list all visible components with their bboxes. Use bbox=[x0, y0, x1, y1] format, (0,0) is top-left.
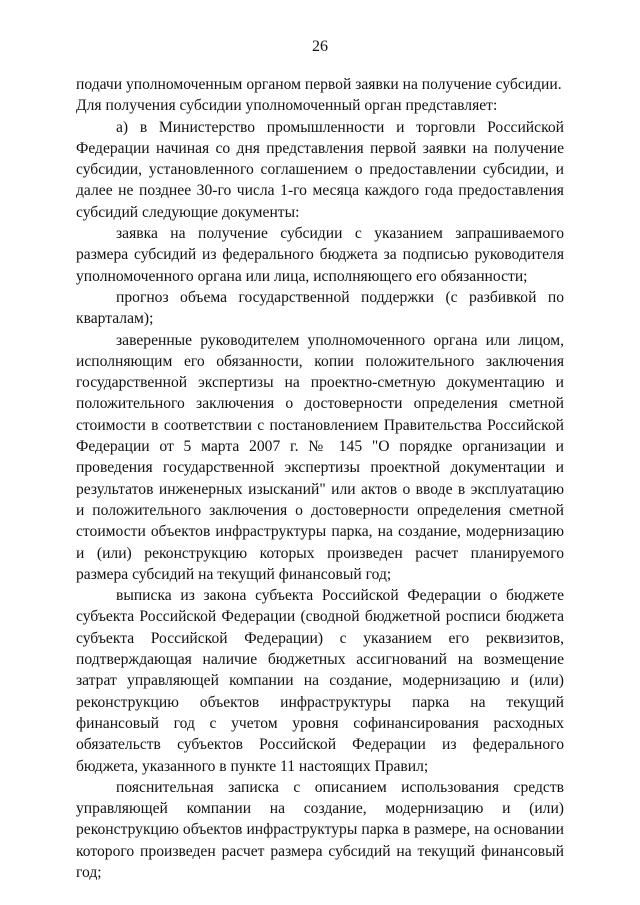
paragraph: подачи уполномоченным органом первой заявки на получение субсидии. bbox=[76, 76, 562, 93]
paragraph: заявка на получение субсидии с указанием запрашиваемого размера субсидий из федерального бюджета за подписью руководителя уполномоченного органа или лица, исполняющего его обязанности; bbox=[76, 225, 564, 285]
paragraph: а) в Министерство промышленности и торговли Российской Федерации начиная со дня представления первой заявки на получение субсидии, установленного соглашением о предоставлении субсидии, и далее не позднее 30-го числа 1-го месяца каждого года предоставления субсидий следующие документы: bbox=[76, 118, 564, 221]
paragraph: Для получения субсидии уполномоченный орган представляет: bbox=[76, 97, 498, 115]
paragraph: прогноз объема государственной поддержки (с разбивкой по кварталам); bbox=[76, 288, 564, 328]
document-body bbox=[76, 74, 564, 883]
page-number: 26 bbox=[312, 38, 328, 55]
paragraph: заверенные руководителем уполномоченного органа или лицом, исполняющим его обязанности, копии положительного заключения государственной экспертизы на проектно-сметную документацию и положительного заключения о достоверности определения сметной стоимости в соответствии с постановлением Правительства Российской Федерации от 5 марта 2007 г. № 145 "О порядке организации и проведения государственной экспертизы проектной документации и результатов инженерных изысканий" или актов о вводе в эксплуатацию и положительного заключения о достоверности определения сметной стоимости объектов инфраструктуры парка, на создание, модернизацию и (или) реконструкцию которых произведен расчет планируемого размера субсидий на текущий финансовый год; bbox=[76, 331, 564, 583]
paragraph: выписка из закона субъекта Российской Федерации о бюджете субъекта Российской Федерации (сводной бюджетной росписи бюджета субъекта Российской Федерации) с указанием его реквизитов, подтверждающая наличие бюджетных ассигнований на возмещение затрат управляющей компании на создание, модернизацию и (или) реконструкцию объектов инфраструктуры парка на текущий финансовый год с учетом уровня софинансирования расходных обязательств субъектов Российской Федерации из федерального бюджета, указанного в пункте 11 настоящих Правил; bbox=[76, 587, 564, 775]
paragraph: пояснительная записка с описанием использования средств управляющей компании на создание, модернизацию и (или) реконструкцию объектов инфраструктуры парка в размере, на основании которого произведен расчет размера субсидий на текущий финансовый год; bbox=[76, 778, 564, 881]
